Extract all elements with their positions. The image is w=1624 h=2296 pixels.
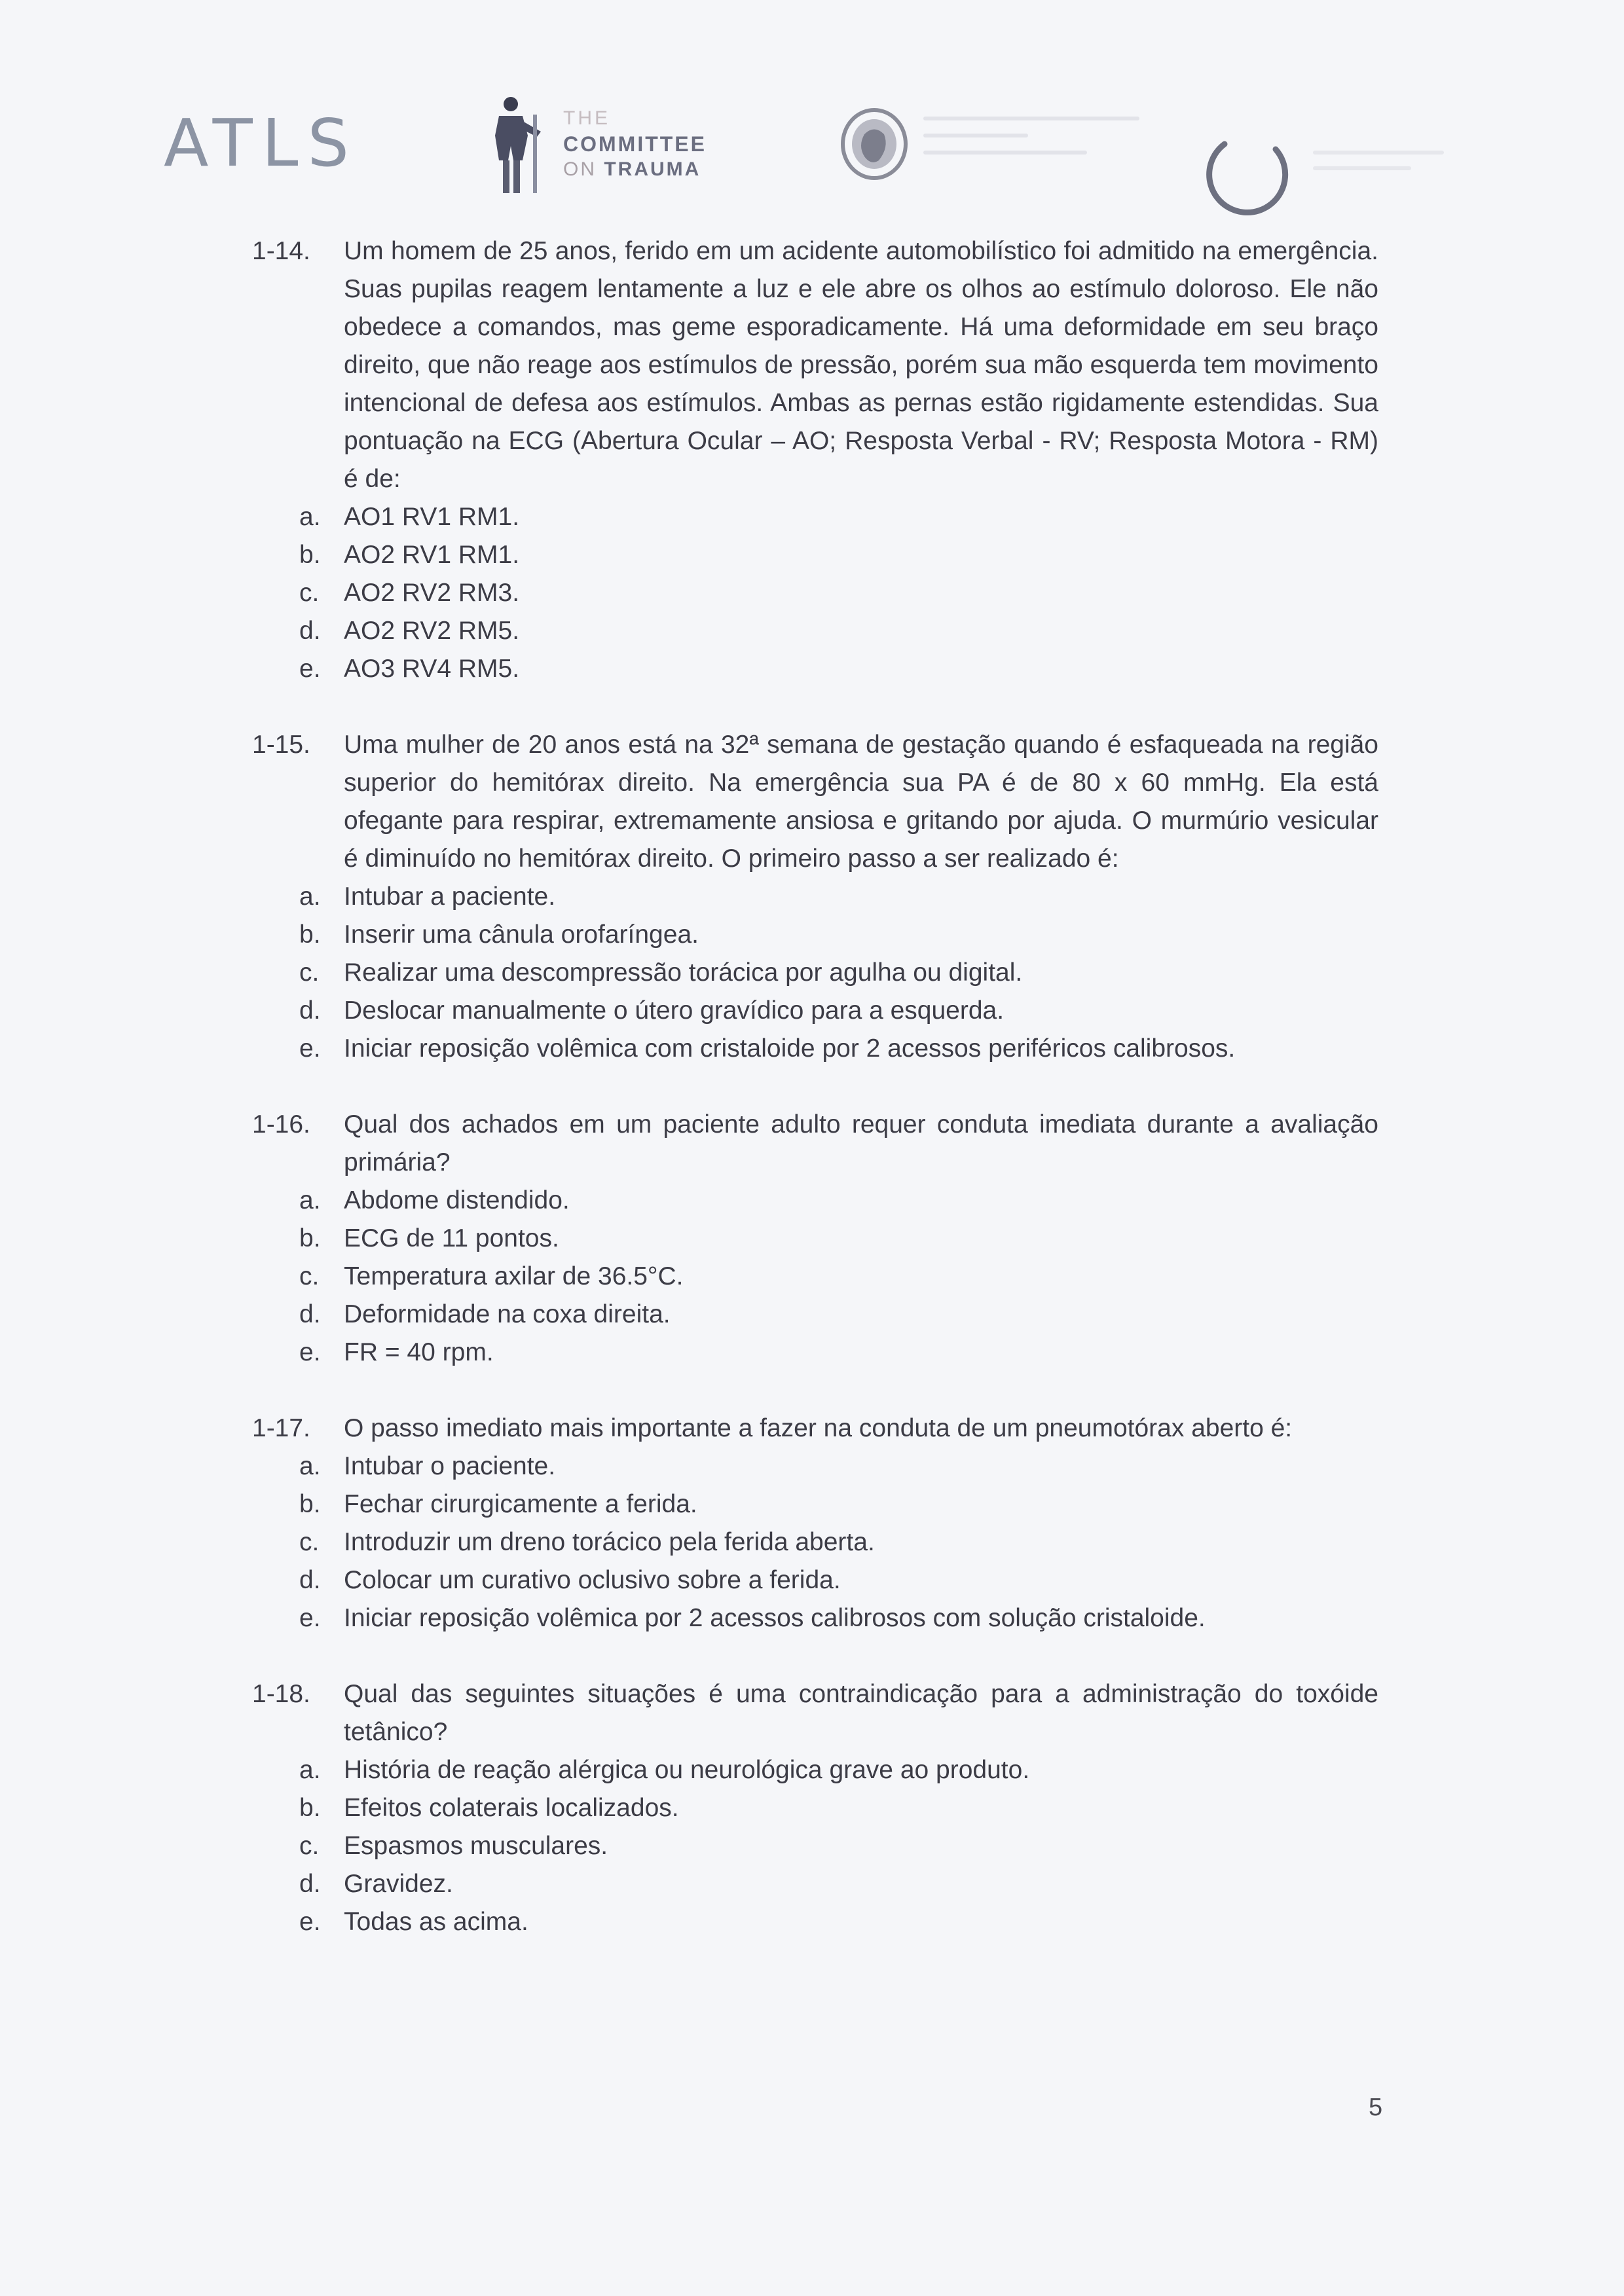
answer-option-a	[299, 878, 1378, 916]
question-number: 1-16.	[252, 1110, 310, 1139]
option-letter: a.	[299, 1756, 321, 1784]
option-letter: c.	[299, 579, 320, 607]
question-1-16	[252, 1106, 1378, 1372]
option-letter: a.	[299, 883, 321, 911]
option-letter: c.	[299, 1528, 320, 1556]
page-header	[0, 0, 1624, 216]
question-stem: Um homem de 25 anos, ferido em um acidente automobilístico foi admitido na emergência. Suas pupilas reagem lentamente a luz e ele abre os olhos ao estímulo doloroso. Ele não obedece a comandos, mas geme esporadicamente. Há uma deformidade em seu braço direito, que não reage aos estímulos de pressão, porém sua mão esquerda tem movimento intencional de defesa aos estímulos. Ambas as pernas estão rigidamente estendidas. Sua pontuação na ECG (Abertura Ocular – AO; Resposta Verbal - RV; Resposta Motora - RM) é de:	[344, 237, 1378, 493]
option-letter: d.	[299, 617, 321, 645]
option-letter: a.	[299, 503, 321, 531]
option-letter: b.	[299, 1224, 321, 1252]
cot-line-trauma-word: TRAUMA	[604, 158, 701, 180]
question-stem: Qual dos achados em um paciente adulto requer conduta imediata durante a avaliação primária?	[344, 1110, 1378, 1176]
option-text: Gravidez.	[344, 1870, 453, 1898]
option-letter: b.	[299, 1794, 321, 1822]
option-text: Deformidade na coxa direita.	[344, 1300, 671, 1328]
option-text: Intubar a paciente.	[344, 883, 556, 911]
option-letter: d.	[299, 1566, 321, 1594]
answer-option-c	[299, 954, 1378, 992]
option-text: Iniciar reposição volêmica por 2 acessos calibrosos com solução cristaloide.	[344, 1604, 1206, 1632]
option-text: Iniciar reposição volêmica com cristaloide por 2 acessos periféricos calibrosos.	[344, 1034, 1236, 1063]
option-text: Intubar o paciente.	[344, 1452, 556, 1480]
answer-option-b	[299, 916, 1378, 954]
answer-option-d	[299, 1865, 1378, 1903]
option-letter: c.	[299, 958, 320, 987]
option-letter: e.	[299, 1908, 321, 1936]
question-number: 1-17.	[252, 1414, 310, 1442]
option-text: Espasmos musculares.	[344, 1832, 608, 1860]
option-text: AO2 RV2 RM5.	[344, 617, 520, 645]
option-text: Introduzir um dreno torácico pela ferida aberta.	[344, 1528, 875, 1556]
question-number: 1-14.	[252, 237, 310, 265]
question-1-14	[252, 232, 1378, 688]
option-text: Fechar cirurgicamente a ferida.	[344, 1490, 697, 1518]
answer-option-e	[299, 1599, 1378, 1637]
option-text: ECG de 11 pontos.	[344, 1224, 559, 1252]
option-letter: a.	[299, 1186, 321, 1214]
questions-list	[252, 232, 1378, 1979]
option-text: Deslocar manualmente o útero gravídico para a esquerda.	[344, 996, 1005, 1025]
answer-option-e	[299, 1334, 1378, 1372]
answer-option-b	[299, 1220, 1378, 1258]
option-letter: b.	[299, 541, 321, 569]
cot-line-on: ON	[563, 158, 597, 180]
option-text: AO1 RV1 RM1.	[344, 503, 520, 531]
question-stem: Uma mulher de 20 anos está na 32ª semana de gestação quando é esfaqueada na região superior do hemitórax direito. Na emergência sua PA é de 80 x 60 mmHg. Ela está ofegante para respirar, extremamente ansiosa e gritando por ajuda. O murmúrio vesicular é diminuído no hemitórax direito. O primeiro passo a ser realizado é:	[344, 731, 1378, 873]
answer-option-b	[299, 1789, 1378, 1827]
seal-icon	[838, 108, 910, 180]
question-1-17	[252, 1410, 1378, 1637]
answer-option-a	[299, 1448, 1378, 1485]
committee-on-trauma-emblem-icon	[485, 95, 550, 203]
option-text: AO2 RV1 RM1.	[344, 541, 520, 569]
cot-line-trauma	[563, 157, 707, 182]
answer-option-a	[299, 498, 1378, 536]
answer-option-d	[299, 612, 1378, 650]
option-letter: e.	[299, 1338, 321, 1366]
ring-logo-text-placeholder	[1313, 151, 1444, 182]
question-number: 1-15.	[252, 731, 310, 759]
answer-option-b	[299, 1485, 1378, 1523]
option-letter: e.	[299, 1604, 321, 1632]
answer-option-c	[299, 1827, 1378, 1865]
option-letter: e.	[299, 1034, 321, 1063]
option-text: História de reação alérgica ou neurológica grave ao produto.	[344, 1756, 1030, 1784]
option-letter: d.	[299, 1870, 321, 1898]
question-number: 1-18.	[252, 1680, 310, 1708]
option-text: Efeitos colaterais localizados.	[344, 1794, 679, 1822]
option-text: Colocar um curativo oclusivo sobre a ferida.	[344, 1566, 841, 1594]
question-stem: Qual das seguintes situações é uma contraindicação para a administração do toxóide tetânico?	[344, 1680, 1378, 1746]
question-1-15	[252, 726, 1378, 1068]
option-text: AO2 RV2 RM3.	[344, 579, 520, 607]
cot-line-the: THE	[563, 107, 610, 129]
committee-on-trauma-logo	[563, 106, 707, 181]
option-text: FR = 40 rpm.	[344, 1338, 494, 1366]
option-text: Todas as acima.	[344, 1908, 528, 1936]
answer-option-d	[299, 1296, 1378, 1334]
option-letter: e.	[299, 655, 321, 683]
answer-option-d	[299, 1561, 1378, 1599]
option-letter: d.	[299, 1300, 321, 1328]
option-text: AO3 RV4 RM5.	[344, 655, 520, 683]
answer-option-c	[299, 1258, 1378, 1296]
seal-text-placeholder	[923, 117, 1139, 168]
answer-option-a	[299, 1182, 1378, 1220]
question-stem: O passo imediato mais importante a fazer na conduta de um pneumotórax aberto é:	[344, 1414, 1293, 1442]
answer-options	[252, 878, 1378, 1068]
page-number: 5	[1369, 2094, 1383, 2121]
answer-options	[252, 1182, 1378, 1372]
option-text: Realizar uma descompressão torácica por agulha ou digital.	[344, 958, 1023, 987]
answer-option-e	[299, 650, 1378, 688]
option-text: Inserir uma cânula orofaríngea.	[344, 920, 699, 949]
answer-options	[252, 1448, 1378, 1637]
answer-option-b	[299, 536, 1378, 574]
ring-logo-icon	[1198, 124, 1297, 223]
cot-line-committee: COMMITTEE	[563, 132, 707, 156]
answer-option-c	[299, 574, 1378, 612]
option-text: Abdome distendido.	[344, 1186, 570, 1214]
option-letter: c.	[299, 1832, 320, 1860]
answer-option-c	[299, 1523, 1378, 1561]
question-1-18	[252, 1675, 1378, 1941]
option-letter: d.	[299, 996, 321, 1025]
answer-option-a	[299, 1751, 1378, 1789]
option-letter: a.	[299, 1452, 321, 1480]
option-letter: c.	[299, 1262, 320, 1290]
answer-option-d	[299, 992, 1378, 1030]
option-text: Temperatura axilar de 36.5°C.	[344, 1262, 684, 1290]
answer-options	[252, 1751, 1378, 1941]
option-letter: b.	[299, 920, 321, 949]
answer-option-e	[299, 1030, 1378, 1068]
option-letter: b.	[299, 1490, 321, 1518]
atls-logo: ATLS	[164, 105, 358, 181]
answer-option-e	[299, 1903, 1378, 1941]
answer-options	[252, 498, 1378, 688]
